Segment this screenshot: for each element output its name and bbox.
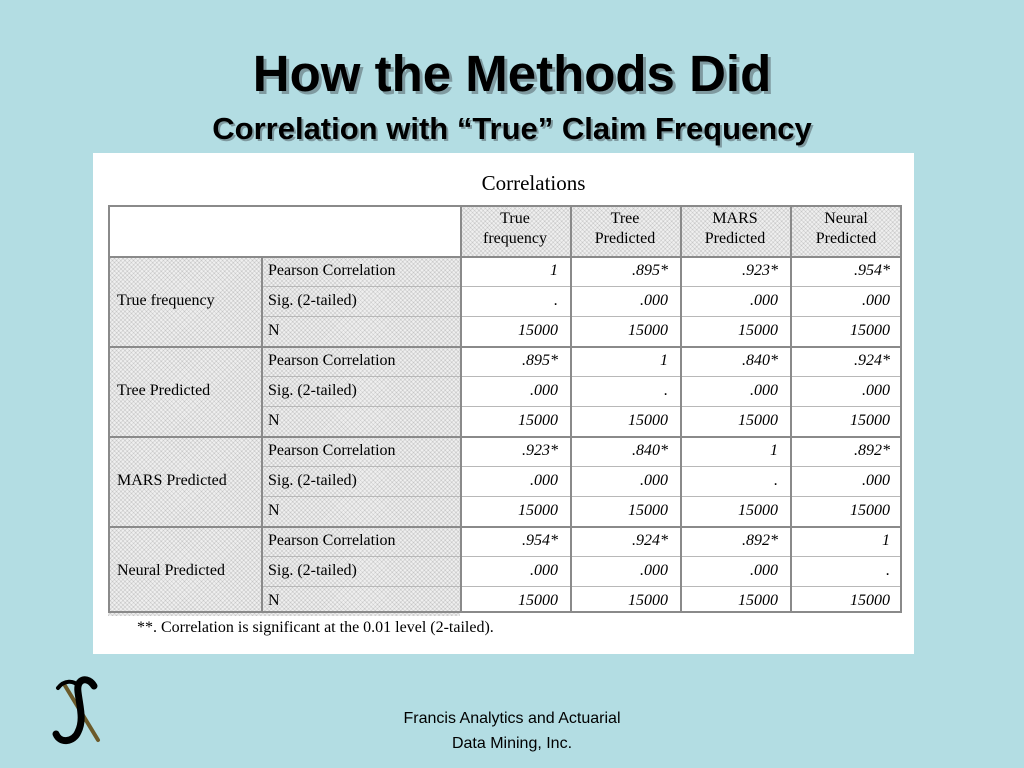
column-divider xyxy=(680,205,682,613)
footnote: **. Correlation is significant at the 0.01 level (2-tailed). xyxy=(137,619,494,636)
correlations-panel xyxy=(93,153,914,654)
table-cell: 15000 xyxy=(518,502,558,519)
group-divider xyxy=(108,526,902,528)
table-cell: 15000 xyxy=(628,412,668,429)
stat-label: Pearson Correlation xyxy=(261,256,460,286)
column-header xyxy=(790,205,902,256)
table-cell: 1 xyxy=(882,532,890,549)
table-cell: .923* xyxy=(522,442,558,459)
group-divider xyxy=(108,346,902,348)
stat-label: N xyxy=(261,406,460,436)
table-cell: .000 xyxy=(862,472,890,489)
table-cell: . xyxy=(886,562,890,579)
table-cell: .000 xyxy=(862,292,890,309)
table-border-left xyxy=(108,205,110,613)
table-cell: 15000 xyxy=(850,592,890,609)
table-cell: 1 xyxy=(550,262,558,279)
table-title: Correlations xyxy=(481,171,586,195)
table-cell: . xyxy=(774,472,778,489)
group-divider xyxy=(108,436,902,438)
footer-line-2: Data Mining, Inc. xyxy=(451,735,573,752)
column-header xyxy=(570,205,680,256)
row-divider xyxy=(261,556,902,557)
column-header xyxy=(680,205,790,256)
table-cell: 1 xyxy=(660,352,668,369)
table-cell: .840* xyxy=(742,352,778,369)
table-cell: .000 xyxy=(640,292,668,309)
column-header-line-1: Neural xyxy=(824,210,868,227)
row-group-label: Tree Predicted xyxy=(108,346,261,436)
column-divider xyxy=(261,256,263,613)
table-cell: .923* xyxy=(742,262,778,279)
table-border-bottom xyxy=(108,611,902,613)
table-cell: .924* xyxy=(854,352,890,369)
table-cell: 15000 xyxy=(518,592,558,609)
correlations-table xyxy=(108,205,902,613)
francis-logo-icon xyxy=(48,672,108,748)
header-divider xyxy=(108,256,902,258)
slide-subtitle: Correlation with “True” Claim Frequency xyxy=(212,111,812,146)
row-group-label: True frequency xyxy=(108,256,261,346)
table-cell: .954* xyxy=(854,262,890,279)
column-divider xyxy=(570,205,572,613)
table-cell: .892* xyxy=(742,532,778,549)
slide-title: How the Methods Did xyxy=(252,45,772,102)
column-header-line-2: frequency xyxy=(483,230,547,247)
table-cell: .954* xyxy=(522,532,558,549)
table-cell: . xyxy=(554,292,558,309)
column-header-line-2: Predicted xyxy=(594,230,656,247)
table-cell: 15000 xyxy=(628,502,668,519)
table-cell: .000 xyxy=(862,382,890,399)
table-cell: .000 xyxy=(750,382,778,399)
table-cell: 15000 xyxy=(738,592,778,609)
table-cell: 15000 xyxy=(738,412,778,429)
stat-label: N xyxy=(261,586,460,616)
table-cell: .000 xyxy=(530,472,558,489)
table-cell: .000 xyxy=(640,562,668,579)
column-header-line-1: MARS xyxy=(712,210,758,227)
table-cell: 15000 xyxy=(518,412,558,429)
stat-label: Sig. (2-tailed) xyxy=(261,376,460,406)
table-cell: .840* xyxy=(632,442,668,459)
table-cell: 15000 xyxy=(738,322,778,339)
table-cell: .895* xyxy=(632,262,668,279)
stat-label: Pearson Correlation xyxy=(261,526,460,556)
table-cell: 15000 xyxy=(628,322,668,339)
stat-label: Sig. (2-tailed) xyxy=(261,556,460,586)
table-cell: .895* xyxy=(522,352,558,369)
column-header-line-1: Tree xyxy=(610,210,640,227)
table-cell: 15000 xyxy=(738,502,778,519)
footer xyxy=(312,706,712,756)
stat-label: Sig. (2-tailed) xyxy=(261,286,460,316)
row-divider xyxy=(261,286,902,287)
table-cell: 15000 xyxy=(850,502,890,519)
row-divider xyxy=(261,496,902,497)
stat-label: N xyxy=(261,496,460,526)
row-divider xyxy=(261,406,902,407)
row-divider xyxy=(261,586,902,587)
table-border-top xyxy=(108,205,902,207)
table-cell: 15000 xyxy=(850,412,890,429)
stat-label: N xyxy=(261,316,460,346)
table-cell: 15000 xyxy=(850,322,890,339)
footer-line-1: Francis Analytics and Actuarial xyxy=(403,710,621,727)
row-divider xyxy=(261,376,902,377)
stat-label: Sig. (2-tailed) xyxy=(261,466,460,496)
table-border-right xyxy=(900,205,902,613)
table-cell: .000 xyxy=(530,562,558,579)
table-cell: 15000 xyxy=(518,322,558,339)
column-header-line-1: True xyxy=(500,210,530,227)
table-cell: .000 xyxy=(640,472,668,489)
column-header-line-2: Predicted xyxy=(704,230,766,247)
row-divider xyxy=(261,466,902,467)
column-header-line-2: Predicted xyxy=(815,230,877,247)
table-cell: .892* xyxy=(854,442,890,459)
column-divider xyxy=(460,205,462,613)
row-group-label: Neural Predicted xyxy=(108,526,261,616)
stat-label: Pearson Correlation xyxy=(261,436,460,466)
table-cell: .000 xyxy=(750,292,778,309)
table-cell: . xyxy=(664,382,668,399)
column-header xyxy=(460,205,570,256)
table-cell: .000 xyxy=(530,382,558,399)
table-cell: .924* xyxy=(632,532,668,549)
table-cell: 15000 xyxy=(628,592,668,609)
row-group-label: MARS Predicted xyxy=(108,436,261,526)
stat-label: Pearson Correlation xyxy=(261,346,460,376)
table-cell: .000 xyxy=(750,562,778,579)
row-divider xyxy=(261,316,902,317)
table-cell: 1 xyxy=(770,442,778,459)
column-divider xyxy=(790,205,792,613)
